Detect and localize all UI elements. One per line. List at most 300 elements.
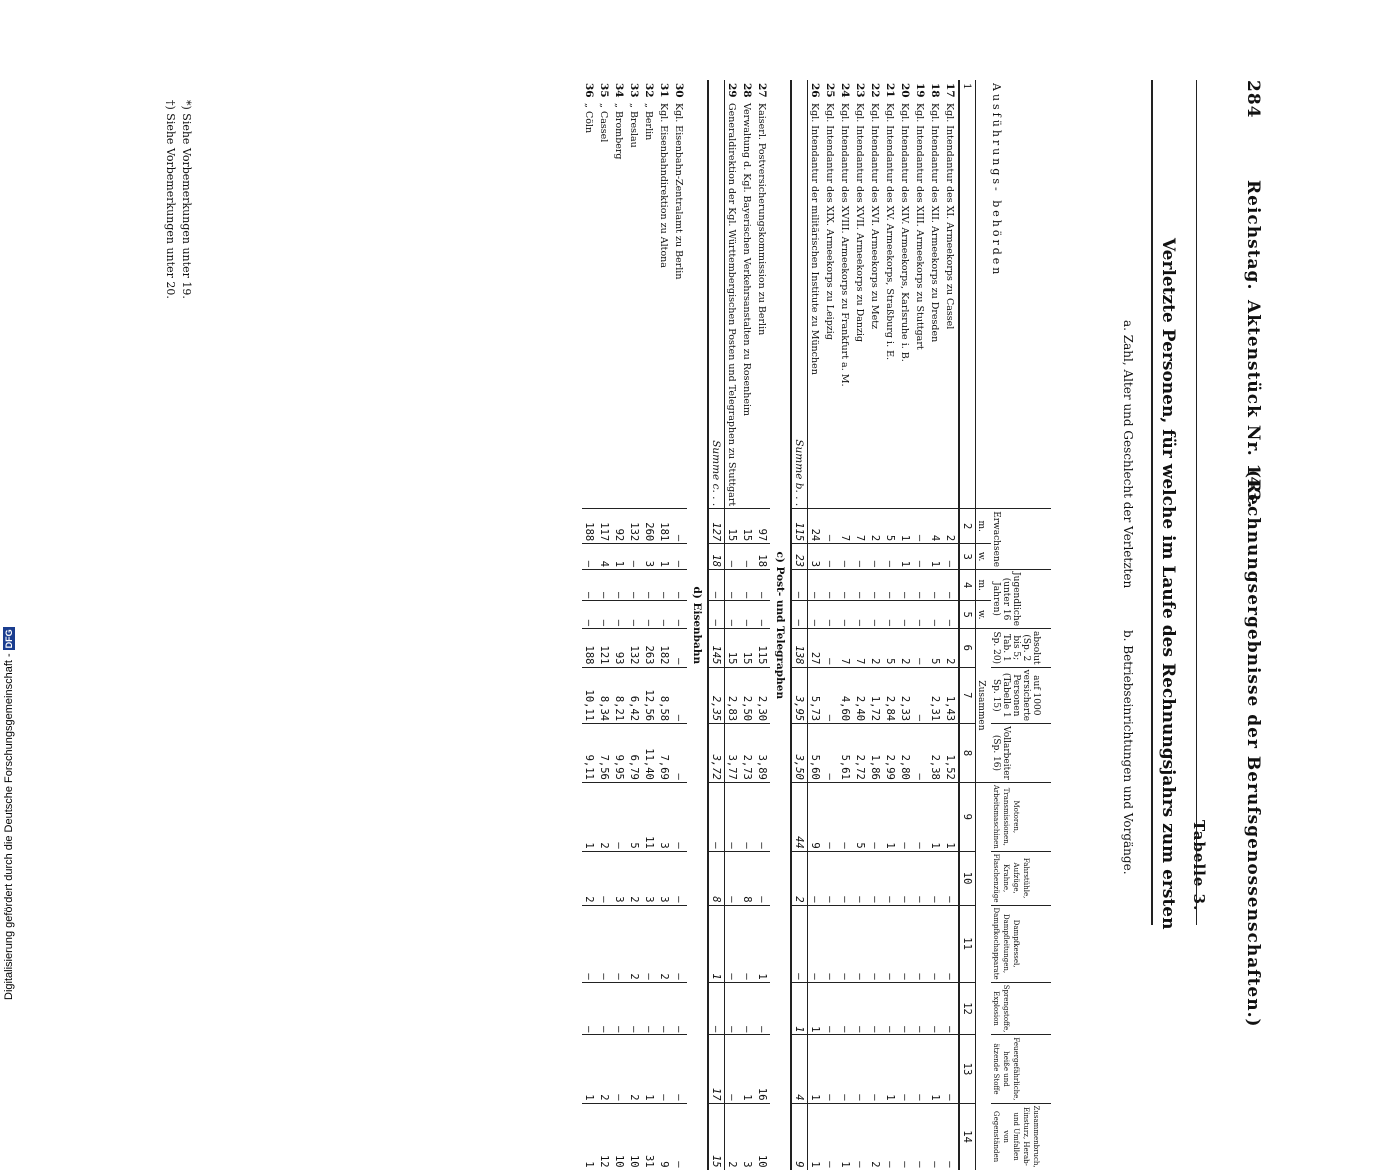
row-label (868, 80, 883, 509)
row-number: 31 (658, 83, 671, 98)
cell-value: — (868, 851, 883, 905)
section-d-body (582, 80, 687, 1170)
cell-value: 4 (928, 509, 943, 544)
row-name: Kgl. Eisenbahn-Zentralamt zu Berlin (673, 103, 685, 280)
col-zusammen: Zusammen (976, 629, 992, 783)
cell-value: — (913, 601, 928, 629)
row-label (823, 80, 838, 509)
cell-value: 3 (657, 782, 672, 851)
cell-value: 2 (868, 1103, 883, 1170)
cell-value: — (597, 905, 612, 982)
cell-value: 1 (838, 1103, 853, 1170)
cell-value: 15 (740, 629, 755, 667)
column-number: 4 (959, 570, 976, 601)
cell-value: 1 (898, 544, 913, 570)
cell-value: — (898, 982, 913, 1035)
cell-value: 1,72 (868, 667, 883, 724)
title-rule (1151, 80, 1153, 925)
column-number: 12 (959, 982, 976, 1035)
row-number: 17 (944, 83, 957, 98)
row-label (612, 80, 627, 509)
cell-value: 3 (642, 544, 657, 570)
cell-value: — (672, 544, 687, 570)
table-row (838, 80, 853, 1170)
cell-value: — (883, 851, 898, 905)
column-number: 5 (959, 601, 976, 629)
table-row (898, 80, 913, 1170)
cell-value: 2 (627, 905, 642, 982)
cell-value: — (853, 1035, 868, 1103)
cell-value: 24 (808, 509, 824, 544)
cell-value: 2 (657, 905, 672, 982)
cell-value: — (740, 601, 755, 629)
cell-value: 132 (627, 509, 642, 544)
cell-value: 260 (642, 509, 657, 544)
cell-value: 4 (597, 544, 612, 570)
col-behoerden: Ausführungs- behörden (990, 83, 1003, 278)
cell-value: — (853, 1103, 868, 1170)
cell-value: — (853, 601, 868, 629)
row-number: 36 (583, 83, 596, 98)
row-name: Kgl. Intendantur des XVII. Armeekorps zu Danzig (854, 103, 866, 343)
cell-value: — (627, 544, 642, 570)
row-number: 34 (613, 83, 626, 98)
sum-value: 1 (708, 905, 725, 982)
cell-value: — (642, 570, 657, 601)
row-name: Kgl. Intendantur des XII. Armeekorps zu Dresden (929, 103, 941, 343)
cell-value: 1,43 (943, 667, 959, 724)
cell-value: — (657, 601, 672, 629)
cell-value: 2 (627, 851, 642, 905)
sum-value: 18 (708, 544, 725, 570)
cell-value: — (823, 601, 838, 629)
cell-value: 5,61 (838, 724, 853, 783)
cell-value: — (928, 905, 943, 982)
cell-value: — (808, 601, 824, 629)
cell-value: 1 (582, 1103, 597, 1170)
row-name: „ Breslau (628, 103, 640, 148)
cell-value: 11,40 (642, 724, 657, 783)
cell-value: 7 (838, 509, 853, 544)
cell-value: 15 (725, 629, 741, 667)
row-name: Kgl. Intendantur des XIX. Armeekorps zu Leipzig (824, 103, 836, 340)
cell-value: — (612, 905, 627, 982)
table-title: Verletzte Personen, für welche im Laufe des Rechnungsjahrs zum ersten (1158, 238, 1178, 930)
cell-value: 117 (597, 509, 612, 544)
cell-value: — (642, 905, 657, 982)
cell-value: — (672, 629, 687, 667)
row-name: „ Cöln (583, 103, 595, 134)
cell-value: — (913, 1103, 928, 1170)
col-absolut: absolut (Sp. 2 bis 5; Tab. 1 Sp. 20) (991, 629, 1051, 667)
cell-value: — (725, 905, 741, 982)
cell-value: — (943, 982, 959, 1035)
cell-value: — (582, 905, 597, 982)
cell-value: — (672, 509, 687, 544)
cell-value: — (913, 570, 928, 601)
cell-value: 2,83 (725, 667, 741, 724)
cell-value: 7 (838, 629, 853, 667)
cell-value: 263 (642, 629, 657, 667)
cell-value: — (883, 982, 898, 1035)
table-row (657, 80, 672, 1170)
cell-value: — (627, 601, 642, 629)
cell-value: 31 (642, 1103, 657, 1170)
sum-value: 127 (708, 509, 725, 544)
column-number: 3 (959, 544, 976, 570)
cell-value: — (582, 982, 597, 1035)
row-name: Generaldirektion der Kgl. Württembergischen Posten und Telegraphen zu Stuttgart (726, 103, 738, 507)
cell-value: — (913, 782, 928, 851)
row-number: 33 (628, 83, 641, 98)
cell-value: 2 (582, 851, 597, 905)
row-number: 18 (929, 83, 942, 98)
section-c-title: c) Post- und Telegraphen (774, 551, 786, 700)
cell-value: — (725, 851, 741, 905)
cell-value: 121 (597, 629, 612, 667)
row-label (627, 80, 642, 509)
cell-value: — (913, 629, 928, 667)
cell-value: — (740, 544, 755, 570)
cell-value: — (755, 601, 770, 629)
cell-value: 2 (597, 1035, 612, 1103)
column-number: 14 (959, 1103, 976, 1170)
cell-value: 5 (853, 782, 868, 851)
sum-label: Summe c. . . (708, 80, 725, 509)
cell-value: — (672, 1035, 687, 1103)
column-number: 1 (959, 80, 976, 509)
cell-value: — (823, 667, 838, 724)
cell-value: 7 (853, 509, 868, 544)
cell-value: — (928, 601, 943, 629)
row-number: 25 (824, 83, 837, 98)
sum-row (708, 80, 725, 1170)
cell-value: 1 (808, 1103, 824, 1170)
col-erwachsene: Erwachsene (991, 509, 1051, 570)
row-label (838, 80, 853, 509)
cell-value: — (725, 544, 741, 570)
row-number: 26 (809, 83, 822, 98)
row-name: Kgl. Intendantur des XVI. Armeekorps zu Metz (869, 103, 881, 330)
header-row (991, 80, 1051, 1170)
cell-value: — (943, 544, 959, 570)
cell-value: — (808, 570, 824, 601)
cell-value: 93 (612, 629, 627, 667)
row-number: 29 (726, 83, 739, 98)
row-label (808, 80, 824, 509)
cell-value: 10,11 (582, 667, 597, 724)
cell-value: 3 (657, 851, 672, 905)
row-label (853, 80, 868, 509)
cell-value: 2 (597, 782, 612, 851)
cell-value: 1 (808, 982, 824, 1035)
row-label (928, 80, 943, 509)
cell-value: 8,21 (612, 667, 627, 724)
table-row (582, 80, 597, 1170)
column-number-row (959, 80, 976, 1170)
dfg-logo: DFG (4, 629, 14, 649)
sum-value: 2,35 (708, 667, 725, 724)
sum-row (791, 80, 808, 1170)
cell-value: 1 (928, 782, 943, 851)
cell-value: — (868, 905, 883, 982)
column-number: 11 (959, 905, 976, 982)
cell-value: — (612, 570, 627, 601)
subhead-a: a. Zahl, Alter und Geschlecht der Verletzten (1121, 320, 1135, 589)
mw-spacer-right (976, 782, 992, 1169)
cell-value: — (642, 601, 657, 629)
cell-value: — (943, 1103, 959, 1170)
cell-value: — (672, 782, 687, 851)
cell-value: — (612, 601, 627, 629)
cell-value: — (838, 782, 853, 851)
table-row (672, 80, 687, 1170)
cell-value: — (913, 509, 928, 544)
sum-value: 145 (708, 629, 725, 667)
mw-row (976, 80, 992, 1170)
cell-value: — (913, 982, 928, 1035)
cell-value: 2 (943, 629, 959, 667)
cell-value: 132 (627, 629, 642, 667)
row-name: Kgl. Intendantur des XV. Armeekorps, Straßburg i. E. (884, 103, 896, 361)
subhead-b: b. Betriebseinrichtungen und Vorgänge. (1121, 630, 1135, 875)
cell-value: 1 (657, 544, 672, 570)
row-number: 19 (914, 83, 927, 98)
cell-value: — (627, 982, 642, 1035)
cell-value: 12 (597, 1103, 612, 1170)
table-row (597, 80, 612, 1170)
cell-value: — (725, 601, 741, 629)
cell-value: — (755, 851, 770, 905)
cell-value: — (898, 601, 913, 629)
dfg-credit-line (0, 602, 18, 1000)
cell-value: — (823, 982, 838, 1035)
cell-value: — (808, 905, 824, 982)
row-name: „ Berlin (643, 103, 655, 141)
row-label (943, 80, 959, 509)
dfg-credit-text: Digitalisierung gefördert durch die Deutsche Forschungsgemeinschaft - (3, 653, 15, 1000)
header-aktenstueck: Aktenstück Nr. 143. (1243, 300, 1263, 510)
cell-value: — (672, 851, 687, 905)
cell-value: — (883, 570, 898, 601)
table-row (627, 80, 642, 1170)
row-label (913, 80, 928, 509)
cell-value: 2,99 (883, 724, 898, 783)
mw-spacer (976, 80, 992, 509)
cell-value: — (612, 782, 627, 851)
row-number: 21 (884, 83, 897, 98)
cell-value: — (913, 851, 928, 905)
cell-value: — (823, 724, 838, 783)
cell-value: 188 (582, 509, 597, 544)
col-auf-1000: auf 1000 versicherte Personen (Tabelle 1 Sp. 15) (991, 667, 1051, 724)
cell-value: 1 (642, 1035, 657, 1103)
cell-value: — (853, 905, 868, 982)
cell-value: — (672, 1103, 687, 1170)
cell-value: — (582, 601, 597, 629)
cell-value: 10 (612, 1103, 627, 1170)
sum-label: Summe b. . . (791, 80, 808, 509)
row-number: 27 (756, 83, 769, 98)
column-number: 9 (959, 782, 976, 851)
sum-value: 3,95 (791, 667, 808, 724)
cell-value: — (740, 905, 755, 982)
cell-value: — (838, 570, 853, 601)
cell-value: 3,77 (725, 724, 741, 783)
cell-value: — (898, 905, 913, 982)
sum-value: — (708, 601, 725, 629)
cell-value: — (928, 851, 943, 905)
row-name: Kgl. Eisenbahndirektion zu Altona (658, 103, 670, 268)
cell-value: 2,33 (898, 667, 913, 724)
cell-value: 11 (642, 782, 657, 851)
row-label (740, 80, 755, 509)
cell-value: — (672, 601, 687, 629)
section-c-body (708, 80, 770, 1170)
cell-value: — (725, 982, 741, 1035)
cell-value: 2 (943, 509, 959, 544)
row-name: „ Bromberg (613, 103, 625, 160)
sum-value: 3,72 (708, 724, 725, 783)
col-w-5: w. (976, 601, 992, 629)
row-number: 20 (899, 83, 912, 98)
cell-value: 27 (808, 629, 824, 667)
row-number: 28 (741, 83, 754, 98)
cell-value: — (740, 982, 755, 1035)
table-row (943, 80, 959, 1170)
cell-value: 7,56 (597, 724, 612, 783)
cell-value: — (672, 667, 687, 724)
row-label (597, 80, 612, 509)
cell-value: 5 (928, 629, 943, 667)
cell-value: — (943, 851, 959, 905)
footnote-1: *) Siehe Vorbemerkungen unter 19. (180, 100, 193, 299)
cell-value: 7,69 (657, 724, 672, 783)
cell-value: 3 (642, 851, 657, 905)
cell-value: 1 (883, 1035, 898, 1103)
sum-value: 9 (791, 1103, 808, 1170)
col-w-3: w. (976, 544, 992, 570)
cell-value: 92 (612, 509, 627, 544)
cell-value: — (597, 570, 612, 601)
cell-value: — (740, 782, 755, 851)
cell-value: — (642, 982, 657, 1035)
cell-value: 8,34 (597, 667, 612, 724)
cell-value: 1 (582, 1035, 597, 1103)
cell-value: 8,58 (657, 667, 672, 724)
table-row (755, 80, 770, 1170)
table-row (883, 80, 898, 1170)
cell-value: 5 (883, 629, 898, 667)
cell-value: 5 (883, 509, 898, 544)
column-number: 10 (959, 851, 976, 905)
cell-value: — (672, 570, 687, 601)
sum-value: — (708, 570, 725, 601)
col-fahrstuehle: Fahrstühle, Aufzüge, Krahne, Flaschenzüge (991, 851, 1051, 905)
cell-value: — (838, 982, 853, 1035)
cell-value: 1,86 (868, 724, 883, 783)
cell-value: — (582, 544, 597, 570)
cell-value: — (898, 851, 913, 905)
row-label (898, 80, 913, 509)
cell-value: 2,84 (883, 667, 898, 724)
cell-value: — (672, 905, 687, 982)
cell-value: — (868, 601, 883, 629)
cell-value: — (823, 1103, 838, 1170)
cell-value: 9 (808, 782, 824, 851)
cell-value: — (823, 629, 838, 667)
sum-value: 4 (791, 1035, 808, 1103)
cell-value: — (597, 851, 612, 905)
sum-value: — (791, 601, 808, 629)
cell-value: — (928, 1103, 943, 1170)
cell-value: 2 (868, 509, 883, 544)
page-number: 284 (1243, 80, 1263, 119)
cell-value: 1 (943, 782, 959, 851)
cell-value: — (883, 1103, 898, 1170)
sum-value: — (791, 570, 808, 601)
sum-value: — (708, 782, 725, 851)
cell-value: 15 (740, 509, 755, 544)
cell-value: — (913, 1035, 928, 1103)
cell-value: — (928, 982, 943, 1035)
cell-value: — (868, 544, 883, 570)
cell-value: — (838, 601, 853, 629)
cell-value: — (943, 570, 959, 601)
cell-value: — (755, 982, 770, 1035)
section-d-title: d) Eisenbahn (691, 586, 703, 665)
sum-value: 2 (791, 851, 808, 905)
cell-value: — (898, 1035, 913, 1103)
top-rule (1196, 80, 1197, 925)
cell-value: — (597, 601, 612, 629)
cell-value: — (913, 905, 928, 982)
cell-value: — (823, 782, 838, 851)
table-row (928, 80, 943, 1170)
row-name: Kgl. Intendantur der militärischen Institute zu München (809, 103, 821, 375)
cell-value: — (883, 601, 898, 629)
row-name: Kgl. Intendantur des XIV. Armeekorps, Karlsruhe i. B. (899, 103, 911, 362)
data-table (582, 80, 1051, 1170)
cell-value: — (838, 905, 853, 982)
cell-value: — (898, 1103, 913, 1170)
table-row (642, 80, 657, 1170)
cell-value: 6,79 (627, 724, 642, 783)
cell-value: — (808, 851, 824, 905)
cell-value: — (725, 570, 741, 601)
cell-value: — (823, 851, 838, 905)
sum-value: 23 (791, 544, 808, 570)
cell-value: 2,31 (928, 667, 943, 724)
cell-value: — (853, 851, 868, 905)
row-number: 32 (643, 83, 656, 98)
cell-value: 6,42 (627, 667, 642, 724)
cell-value: 10 (755, 1103, 770, 1170)
cell-value: — (853, 982, 868, 1035)
column-number: 2 (959, 509, 976, 544)
cell-value: — (943, 601, 959, 629)
table-row (868, 80, 883, 1170)
sum-value: 17 (708, 1035, 725, 1103)
cell-value: — (913, 544, 928, 570)
cell-value: 2 (898, 629, 913, 667)
cell-value: — (868, 982, 883, 1035)
cell-value: 3 (740, 1103, 755, 1170)
cell-value: 1 (612, 544, 627, 570)
sum-value: 15 (708, 1103, 725, 1170)
cell-value: — (755, 782, 770, 851)
cell-value: — (657, 982, 672, 1035)
